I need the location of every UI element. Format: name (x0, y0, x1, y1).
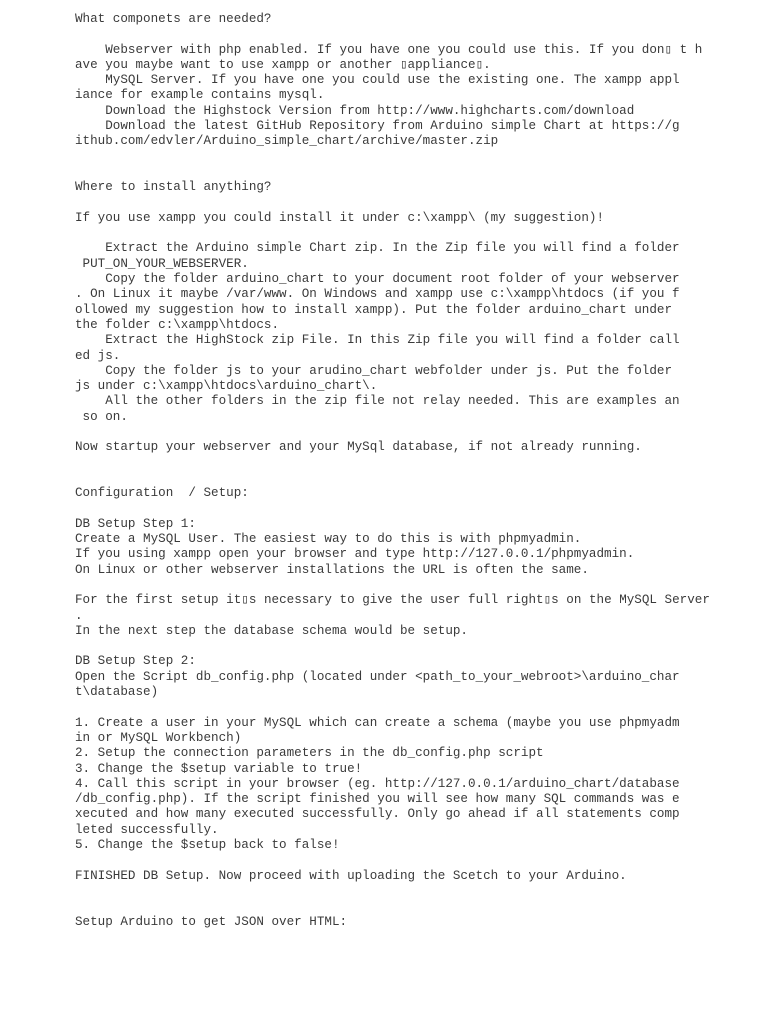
text-line: 4. Call this script in your browser (eg. http://127.0.0.1/arduino_chart/database (75, 776, 680, 791)
text-line (75, 27, 715, 42)
text-line: DB Setup Step 2: (75, 654, 196, 669)
text-line (75, 884, 715, 899)
text-line (75, 456, 715, 471)
text-line: Webserver with php enabled. If you have one you could use this. If you don▯ t h (75, 42, 703, 57)
text-line: Download the Highstock Version from http://www.highcharts.com/download (75, 103, 635, 118)
text-line: Extract the Arduino simple Chart zip. In the Zip file you will find a folder (75, 241, 680, 256)
text-line: 5. Change the $setup back to false! (75, 838, 340, 853)
text-line (75, 196, 715, 211)
text-line: in or MySQL Workbench) (75, 730, 242, 745)
text-line: DB Setup Step 1: (75, 516, 196, 531)
text-line (75, 899, 715, 914)
text-line: PUT_ON_YOUR_WEBSERVER. (75, 256, 249, 271)
text-line: the folder c:\xampp\htdocs. (75, 317, 280, 332)
text-line: In the next step the database schema would be setup. (75, 623, 468, 638)
text-line: Copy the folder js to your arudino_chart webfolder under js. Put the folder (75, 363, 673, 378)
text-line (75, 700, 715, 715)
text-line: Where to install anything? (75, 180, 272, 195)
text-line: js under c:\xampp\htdocs\arduino_chart\. (75, 379, 378, 394)
text-line (75, 425, 715, 440)
text-line: Setup Arduino to get JSON over HTML: (75, 914, 348, 929)
text-line: MySQL Server. If you have one you could use the existing one. The xampp appl (75, 73, 680, 88)
text-line (75, 165, 715, 180)
text-line: iance for example contains mysql. (75, 88, 325, 103)
text-line (75, 502, 715, 517)
text-line: ave you maybe want to use xampp or another ▯appliance▯. (75, 57, 491, 72)
text-line: Now startup your webserver and your MySql database, if not already running. (75, 440, 642, 455)
text-line (75, 226, 715, 241)
text-line: Open the Script db_config.php (located under <path_to_your_webroot>\arduino_char (75, 669, 680, 684)
text-line (75, 150, 715, 165)
text-line: FINISHED DB Setup. Now proceed with uploading the Scetch to your Arduino. (75, 868, 627, 883)
text-line: ed js. (75, 348, 121, 363)
text-line: If you use xampp you could install it under c:\xampp\ (my suggestion)! (75, 210, 605, 225)
text-line: . (75, 608, 83, 623)
text-line: If you using xampp open your browser and type http://127.0.0.1/phpmyadmin. (75, 547, 635, 562)
text-line: Extract the HighStock zip File. In this Zip file you will find a folder call (75, 333, 680, 348)
text-line (75, 471, 715, 486)
text-line: For the first setup it▯s necessary to give the user full right▯s on the MySQL Server (75, 593, 710, 608)
text-line: 1. Create a user in your MySQL which can create a schema (maybe you use phpmyadm (75, 715, 680, 730)
text-line: t\database) (75, 685, 159, 700)
text-line: ithub.com/edvler/Arduino_simple_chart/archive/master.zip (75, 134, 499, 149)
text-line: Copy the folder arduino_chart to your document root folder of your webserver (75, 272, 680, 287)
text-line: . On Linux it maybe /var/www. On Windows and xampp use c:\xampp\htdocs (if you f (75, 287, 680, 302)
text-line: What componets are needed? (75, 12, 272, 26)
text-line: so on. (75, 409, 128, 424)
text-line: 2. Setup the connection parameters in the db_config.php script (75, 746, 544, 761)
text-line: /db_config.php). If the script finished you will see how many SQL commands was e (75, 792, 680, 807)
text-line: Create a MySQL User. The easiest way to do this is with phpmyadmin. (75, 532, 582, 547)
text-line: On Linux or other webserver installations the URL is often the same. (75, 562, 589, 577)
text-line: Configuration / Setup: (75, 486, 249, 501)
text-line (75, 639, 715, 654)
text-line: Download the latest GitHub Repository from Arduino simple Chart at https://g (75, 119, 680, 134)
text-line: xecuted and how many executed successfully. Only go ahead if all statements comp (75, 807, 680, 822)
text-line: leted successfully. (75, 822, 219, 837)
text-line: 3. Change the $setup variable to true! (75, 761, 363, 776)
text-line: All the other folders in the zip file not relay needed. This are examples an (75, 394, 680, 409)
document-page (75, 12, 715, 930)
text-line (75, 853, 715, 868)
text-line: ollowed my suggestion how to install xampp). Put the folder arduino_chart under (75, 302, 673, 317)
text-line (75, 578, 715, 593)
